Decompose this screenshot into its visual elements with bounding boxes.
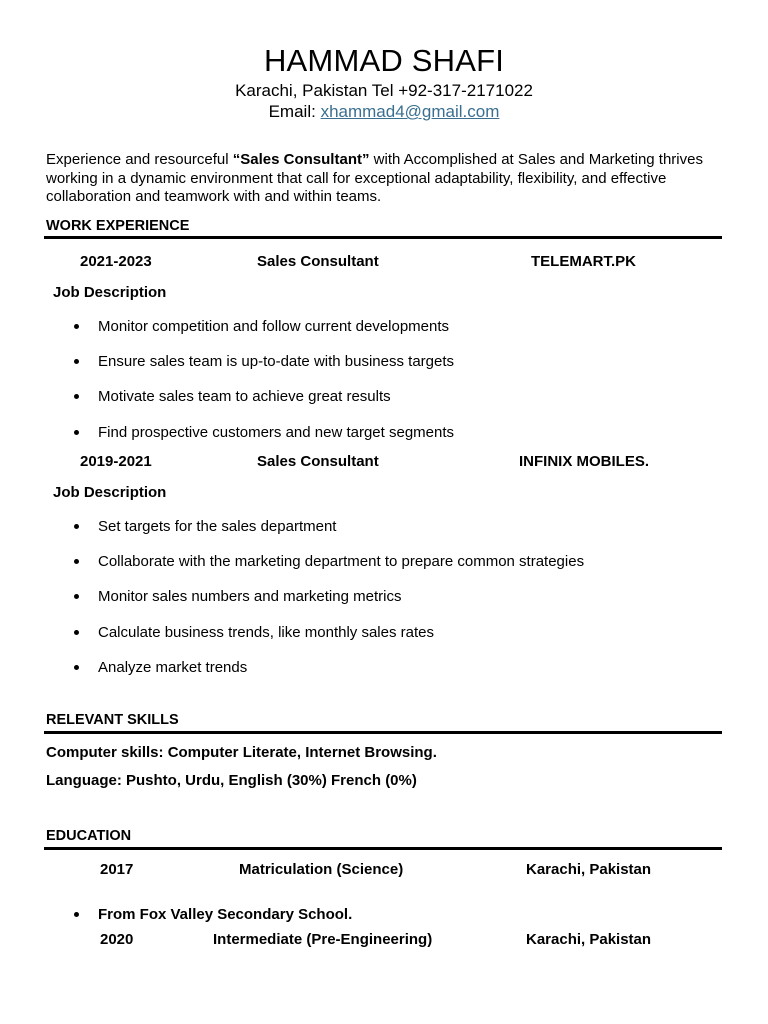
list-item-text: Set targets for the sales department: [98, 518, 337, 535]
section-divider: [44, 731, 722, 734]
list-item-text: Monitor sales numbers and marketing metrics: [98, 588, 402, 605]
language-skills: Language: Pushto, Urdu, English (30%) French (0%): [46, 772, 417, 789]
list-item-text: Monitor competition and follow current developments: [98, 318, 450, 335]
list-item-text: Motivate sales team to achieve great results: [98, 388, 391, 405]
summary-intro: Experience and resourceful: [46, 151, 233, 168]
list-item: [74, 518, 336, 536]
education-place: Karachi, Pakistan: [526, 931, 652, 948]
list-item: [74, 553, 584, 571]
list-item-text: Find prospective customers and new target segments: [98, 424, 455, 441]
education-degree: Intermediate (Pre-Engineering): [213, 931, 433, 948]
education-heading: EDUCATION: [46, 828, 132, 844]
list-item: [74, 388, 391, 406]
list-item-text: Analyze market trends: [98, 659, 248, 676]
list-item: [74, 906, 352, 924]
job-years: 2019-2021: [80, 453, 152, 470]
email-label: Email:: [268, 102, 321, 121]
bullet-icon: [74, 665, 79, 670]
school-note: From Fox Valley Secondary School.: [98, 906, 353, 923]
bullet-icon: [74, 324, 79, 329]
list-item: [74, 624, 434, 642]
list-item: [74, 318, 449, 336]
bullet-icon: [74, 912, 79, 917]
job-company: TELEMART.PK: [531, 253, 636, 270]
bullet-icon: [74, 359, 79, 364]
bullet-icon: [74, 559, 79, 564]
section-divider: [44, 847, 722, 850]
education-degree: Matriculation (Science): [239, 861, 404, 878]
email-link[interactable]: xhammad4@gmail.com: [320, 102, 500, 121]
summary-body: with Accomplished at Sales and Marketing thrives working in a dynamic environment that call for exceptional adaptability, flexibility, and effective collaboration and teamwork with and within teams.: [46, 151, 703, 205]
job-description-label: Job Description: [53, 284, 167, 301]
list-item: [74, 424, 454, 442]
list-item: [74, 659, 247, 677]
job-role: Sales Consultant: [257, 253, 379, 270]
candidate-name: HAMMAD SHAFI: [263, 43, 505, 78]
education-place: Karachi, Pakistan: [526, 861, 652, 878]
bullet-icon: [74, 524, 79, 529]
education-year: 2020: [100, 931, 134, 948]
work-experience-heading: WORK EXPERIENCE: [46, 218, 190, 234]
email-line: [0, 101, 768, 122]
bullet-icon: [74, 430, 79, 435]
education-year: 2017: [100, 861, 134, 878]
list-item: [74, 353, 454, 371]
relevant-skills-heading: RELEVANT SKILLS: [46, 712, 179, 728]
list-item: [74, 588, 401, 606]
summary-paragraph: [46, 151, 736, 207]
job-description-label: Job Description: [53, 484, 167, 501]
bullet-icon: [74, 630, 79, 635]
location-phone: Karachi, Pakistan Tel +92-317-2171022: [235, 81, 533, 100]
job-years: 2021-2023: [80, 253, 152, 270]
summary-highlight: “Sales Consultant”: [232, 151, 370, 168]
computer-skills: Computer skills: Computer Literate, Internet Browsing.: [46, 744, 437, 761]
bullet-icon: [74, 394, 79, 399]
bullet-icon: [74, 594, 79, 599]
list-item-text: Collaborate with the marketing department to prepare common strategies: [98, 553, 585, 570]
list-item-text: Calculate business trends, like monthly sales rates: [98, 624, 434, 641]
job-company: INFINIX MOBILES.: [519, 453, 650, 470]
list-item-text: Ensure sales team is up-to-date with business targets: [98, 353, 455, 370]
section-divider: [44, 236, 722, 239]
job-role: Sales Consultant: [257, 453, 379, 470]
